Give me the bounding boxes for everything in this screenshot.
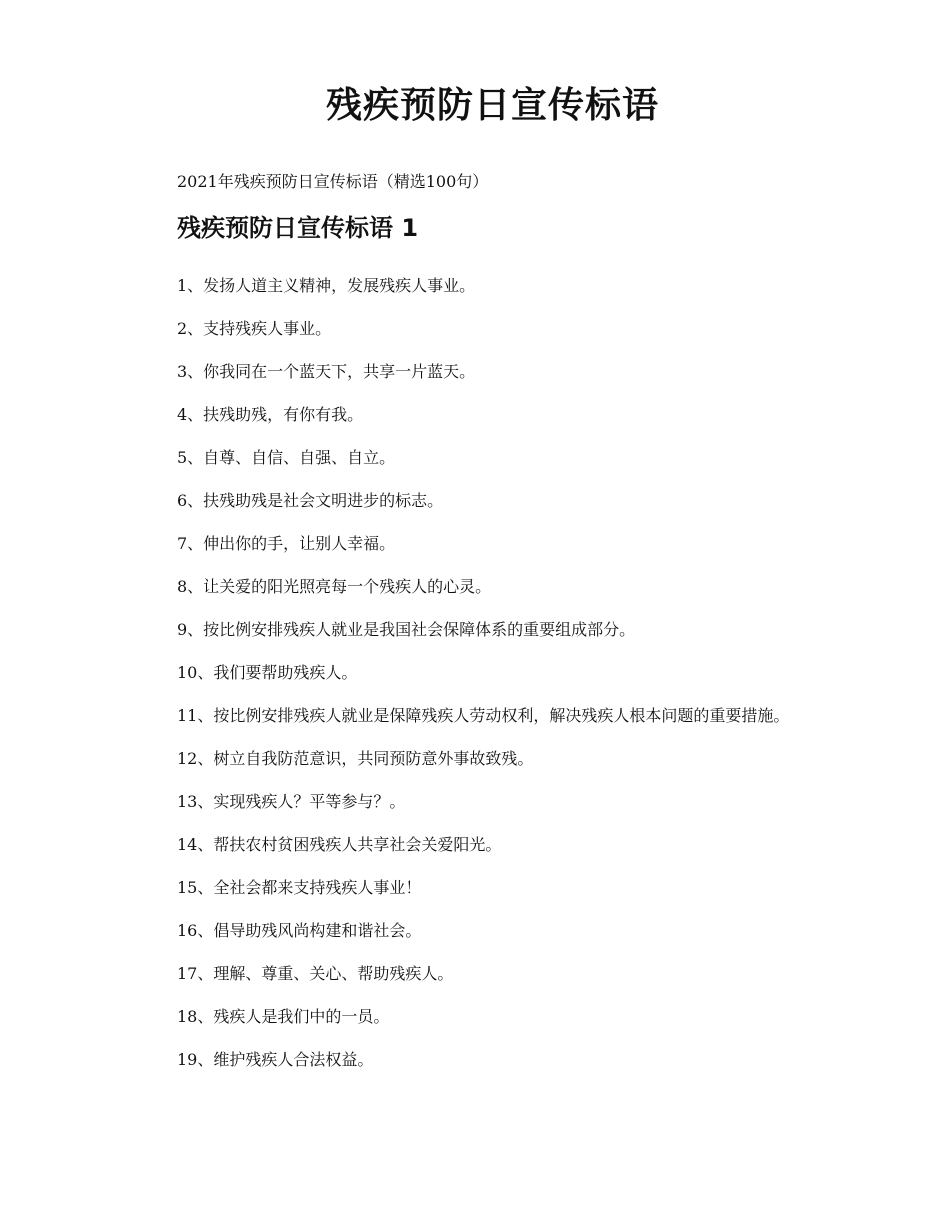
slogan-list <box>141 274 821 1091</box>
slogan-item: 5、自尊、自信、自强、自立。 <box>177 448 396 467</box>
slogan-item: 11、按比例安排残疾人就业是保障残疾人劳动权利，解决残疾人根本问题的重要措施。 <box>177 706 790 725</box>
slogan-item: 3、你我同在一个蓝天下，共享一片蓝天。 <box>177 362 476 381</box>
document-subtitle: 2021年残疾预防日宣传标语（精选100句） <box>177 172 489 191</box>
document-title: 残疾预防日宣传标语 <box>325 84 659 126</box>
slogan-item: 2、支持残疾人事业。 <box>177 319 332 338</box>
section-heading: 残疾预防日宣传标语 1 <box>177 214 419 242</box>
slogan-item: 7、伸出你的手，让别人幸福。 <box>177 534 396 553</box>
slogan-item: 17、理解、尊重、关心、帮助残疾人。 <box>177 964 454 983</box>
slogan-item: 10、我们要帮助残疾人。 <box>177 663 358 682</box>
slogan-item: 16、倡导助残风尚构建和谐社会。 <box>177 921 422 940</box>
slogan-item: 14、帮扶农村贫困残疾人共享社会关爱阳光。 <box>177 835 502 854</box>
slogan-item: 6、扶残助残是社会文明进步的标志。 <box>177 491 444 510</box>
slogan-item: 18、残疾人是我们中的一员。 <box>177 1007 390 1026</box>
slogan-item: 4、扶残助残，有你有我。 <box>177 405 364 424</box>
slogan-item: 8、让关爱的阳光照亮每一个残疾人的心灵。 <box>177 577 492 596</box>
slogan-item: 15、全社会都来支持残疾人事业！ <box>177 878 422 897</box>
slogan-item: 13、实现残疾人？平等参与？。 <box>177 792 406 811</box>
slogan-item: 1、发扬人道主义精神，发展残疾人事业。 <box>177 276 476 295</box>
slogan-item: 19、维护残疾人合法权益。 <box>177 1050 374 1069</box>
slogan-item: 9、按比例安排残疾人就业是我国社会保障体系的重要组成部分。 <box>177 620 636 639</box>
slogan-item: 12、树立自我防范意识，共同预防意外事故致残。 <box>177 749 534 768</box>
